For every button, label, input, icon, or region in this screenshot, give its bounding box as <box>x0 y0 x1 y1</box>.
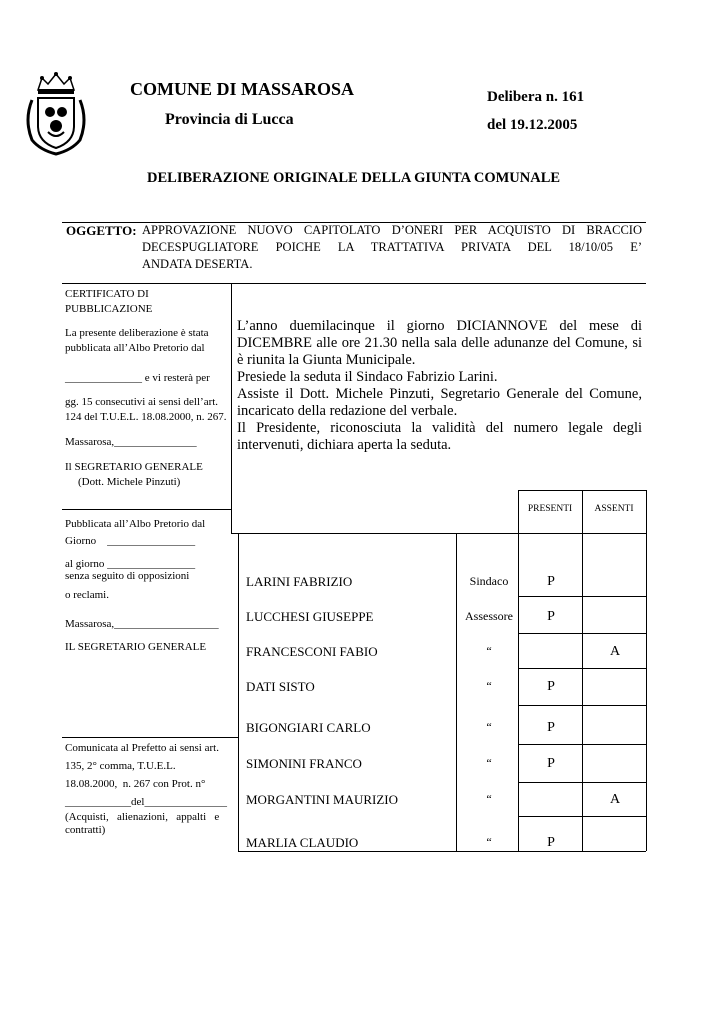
presence-col-sep-3 <box>646 490 647 851</box>
member-presente: P <box>547 756 555 771</box>
document-title: DELIBERAZIONE ORIGINALE DELLA GIUNTA COMUNALE <box>147 170 561 186</box>
pubblicata-line-2: Giorno ________________ <box>65 535 196 547</box>
intro-line-6: incaricato della redazione del verbale. <box>237 403 458 419</box>
member-role: Assessore <box>465 609 513 623</box>
coat-of-arms-emblem <box>22 70 90 156</box>
member-name: LUCCHESI GIUSEPPE <box>246 609 374 624</box>
member-role: “ <box>486 644 492 658</box>
comunicata-line-6: contratti) <box>65 824 106 836</box>
certificato-title-2: PUBBLICAZIONE <box>65 303 153 315</box>
certificato-line-5: 124 del T.U.E.L. 18.08.2000, n. 267. <box>65 411 227 423</box>
oggetto-line-3: ANDATA DESERTA. <box>142 257 253 271</box>
pubblicata-line-7: IL SEGRETARIO GENERALE <box>65 641 207 653</box>
certificato-line-6: Massarosa,_______________ <box>65 436 197 448</box>
member-role: “ <box>486 756 492 770</box>
intro-line-8: intervenuti, dichiara aperta la seduta. <box>237 437 452 453</box>
left-box-divider-1 <box>62 509 232 510</box>
pubblicata-line-1: Pubblicata all’Albo Pretorio dal <box>65 518 206 530</box>
pubblicata-line-3: al giorno ________________ <box>65 558 196 570</box>
member-assente: A <box>609 644 621 659</box>
intro-line-1: L’anno duemilacinque il giorno DICIANNOVE del mese di <box>237 318 642 334</box>
presence-row-sep-3 <box>518 668 646 669</box>
member-name: SIMONINI FRANCO <box>246 756 362 771</box>
certificato-line-3: ______________ e vi resterà per <box>65 372 210 384</box>
member-presente: P <box>547 574 555 589</box>
presence-row-sep-6 <box>518 782 646 783</box>
member-role: Sindaco <box>469 574 509 588</box>
oggetto-label: OGGETTO: <box>66 223 137 238</box>
certificato-line-1: La presente deliberazione è stata <box>65 327 209 339</box>
pubblicata-section <box>65 516 233 656</box>
comunicata-line-1: Comunicata al Prefetto ai sensi art. <box>65 742 219 754</box>
provincia-title: Provincia di Lucca <box>165 111 294 128</box>
oggetto-line-2: DECESPUGLIATORE POICHE LA TRATTATIVA PRIVATA DEL 18/10/05 E’ <box>142 240 642 254</box>
comune-title: COMUNE DI MASSAROSA <box>130 79 355 99</box>
member-presente: P <box>547 720 555 735</box>
presence-row-sep-1 <box>518 596 646 597</box>
certificato-line-7: Il SEGRETARIO GENERALE <box>65 461 203 473</box>
comunicata-line-4: ____________del_______________ <box>65 796 227 808</box>
member-name: MORGANTINI MAURIZIO <box>246 792 399 807</box>
certificato-title-1: CERTIFICATO DI <box>65 288 149 300</box>
member-assente: A <box>609 792 621 807</box>
intro-line-4: Presiede la seduta il Sindaco Fabrizio Larini. <box>237 369 498 385</box>
member-role: “ <box>486 792 492 806</box>
intro-line-2: DICEMBRE alle ore 21.30 nella sala delle adunanze del Comune, si <box>237 335 642 351</box>
left-column-border-2 <box>238 533 239 851</box>
member-name: BIGONGIARI CARLO <box>246 720 371 735</box>
presence-row-sep-7 <box>518 816 646 817</box>
left-box-divider-2 <box>62 737 238 738</box>
certificato-line-2: pubblicata all’Albo Pretorio dal <box>65 342 205 354</box>
presence-table-bottom <box>238 851 646 852</box>
comunicata-line-3: 18.08.2000, n. 267 con Prot. n° <box>65 778 206 790</box>
pubblicata-line-6: Massarosa,___________________ <box>65 618 219 630</box>
left-column-border <box>231 283 232 533</box>
intro-line-7: Il Presidente, riconosciuta la validità del numero legale degli <box>237 420 642 436</box>
presence-row-sep-4 <box>518 705 646 706</box>
oggetto-line-1: APPROVAZIONE NUOVO CAPITOLATO D’ONERI PER ACQUISTO DI BRACCIO <box>142 223 642 237</box>
member-presente: P <box>547 679 555 694</box>
comunicata-line-2: 135, 2° comma, T.U.E.L. <box>65 760 176 772</box>
certificato-line-4: gg. 15 consecutivi ai sensi dell’art. <box>65 396 219 408</box>
member-presente: P <box>547 835 555 850</box>
presence-row-sep-5 <box>518 744 646 745</box>
certificato-line-8: (Dott. Michele Pinzuti) <box>78 476 181 488</box>
comunicata-line-5: (Acquisti, alienazioni, appalti e <box>65 811 220 823</box>
member-name: MARLIA CLAUDIO <box>246 835 359 850</box>
presence-col-sep-2 <box>582 490 583 851</box>
member-role: “ <box>486 679 492 693</box>
member-name: FRANCESCONI FABIO <box>246 644 378 659</box>
member-role: “ <box>486 835 492 849</box>
member-name: LARINI FABRIZIO <box>246 574 353 589</box>
certificato-section <box>65 287 229 490</box>
pubblicata-line-4: senza seguito di opposizioni <box>65 570 190 582</box>
delibera-date: del 19.12.2005 <box>487 117 578 133</box>
column-header-presenti: PRESENTI <box>527 504 573 514</box>
intro-line-3: è riunita la Giunta Municipale. <box>237 352 416 368</box>
member-name: DATI SISTO <box>246 679 315 694</box>
delibera-number: Delibera n. 161 <box>487 89 585 105</box>
column-header-assenti: ASSENTI <box>594 504 634 514</box>
member-role: “ <box>486 720 492 734</box>
presence-header-bottom <box>231 533 646 534</box>
pubblicata-line-5: o reclami. <box>65 589 109 601</box>
presence-row-sep-2 <box>518 633 646 634</box>
intro-text <box>237 318 642 454</box>
intro-line-5: Assiste il Dott. Michele Pinzuti, Segretario Generale del Comune, <box>237 386 642 402</box>
comunicata-section <box>65 739 229 837</box>
oggetto-bottom-rule <box>62 283 646 284</box>
member-presente: P <box>547 609 555 624</box>
